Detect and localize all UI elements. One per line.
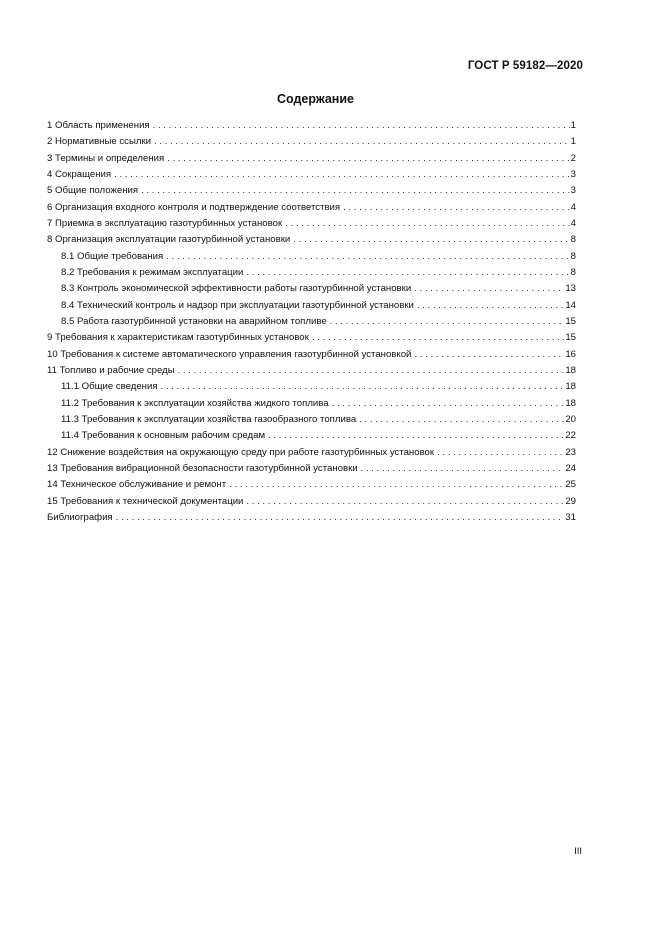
toc-entry-page: 8 [570,250,576,262]
toc-leader-dots [153,118,570,134]
toc-entry-page: 22 [565,430,576,442]
toc-entry-label: 3 Термины и определения [47,152,165,164]
toc-entry-label: 8.2 Требования к режимам эксплуатации [61,266,244,278]
toc-entry[interactable] [47,281,576,297]
toc-entry[interactable] [47,396,576,412]
toc-leader-dots [178,363,565,379]
toc-leader-dots [330,314,565,330]
toc-entry-label: 9 Требования к характеристикам газотурбинных установок [47,332,309,344]
toc-entry-label: 10 Требования к системе автоматического управления газотурбинной установкой [47,348,412,360]
toc-entry-page: 18 [565,381,576,393]
toc-entry[interactable] [47,134,576,150]
toc-leader-dots [312,330,565,346]
toc-leader-dots [293,232,569,248]
toc-leader-dots [167,151,569,167]
toc-entry-label: 8.5 Работа газотурбинной установки на аварийном топливе [61,315,327,327]
toc-entry[interactable] [47,412,576,428]
toc-leader-dots [361,461,565,477]
contents-title: Содержание [276,92,354,106]
toc-entry-page: 18 [565,364,576,376]
toc-entry-label: 13 Требования вибрационной безопасности газотурбинной установки [47,462,358,474]
toc-entry-label: 11 Топливо и рабочие среды [47,364,175,376]
toc-entry-page: 20 [565,413,576,425]
toc-leader-dots [414,347,564,363]
toc-entry-page: 13 [565,283,576,295]
toc-entry[interactable] [47,314,576,330]
toc-leader-dots [417,298,564,314]
toc-entry[interactable] [47,477,576,493]
toc-entry[interactable] [47,363,576,379]
toc-entry[interactable] [47,216,576,232]
toc-entry-label: 8.4 Технический контроль и надзор при эксплуатации газотурбинной установки [61,299,414,311]
toc-entry-page: 4 [570,217,576,229]
toc-entry-label: 11.3 Требования к эксплуатации хозяйства газообразного топлива [61,413,357,425]
toc-leader-dots [161,379,565,395]
toc-leader-dots [116,510,565,526]
toc-entry-label: 11.4 Требования к основным рабочим средам [61,430,266,442]
toc-entry-page: 31 [565,511,576,523]
toc-leader-dots [154,134,570,150]
toc-entry[interactable] [47,265,576,281]
toc-entry-label: 4 Сокращения [47,168,112,180]
toc-entry-label: 7 Приемка в эксплуатацию газотурбинных установок [47,217,283,229]
toc-entry[interactable] [47,200,576,216]
toc-entry-label: 8 Организация эксплуатации газотурбинной установки [47,234,291,246]
toc-entry-label: 15 Требования к технической документации [47,495,244,507]
toc-leader-dots [246,265,569,281]
toc-leader-dots [285,216,569,232]
toc-entry-label: 8.3 Контроль экономической эффективности работы газотурбинной установки [61,283,412,295]
toc-entry[interactable] [47,461,576,477]
toc-entry[interactable] [47,494,576,510]
toc-entry-page: 1 [570,136,576,148]
toc-leader-dots [166,249,569,265]
toc-entry-page: 14 [565,299,576,311]
toc-entry-page: 1 [570,120,576,131]
toc-entry-label: 6 Организация входного контроля и подтверждение соответствия [47,201,341,213]
toc-entry-page: 25 [565,479,576,491]
toc-entry-page: 18 [565,397,576,409]
toc-entry[interactable] [47,249,576,265]
toc-entry[interactable] [47,379,576,395]
document-code: ГОСТ Р 59182—2020 [467,60,583,72]
toc-entry[interactable] [47,428,576,444]
toc-entry-page: 2 [570,152,576,164]
toc-entry[interactable] [47,183,576,199]
toc-entry-page: 8 [570,234,576,246]
toc-leader-dots [437,445,564,461]
toc-entry[interactable] [47,510,576,526]
toc-entry-label: 5 Общие положения [47,185,139,197]
toc-entry-page: 15 [565,315,576,327]
toc-entry-page: 8 [570,266,576,278]
toc-entry[interactable] [47,347,576,363]
toc-entry-page: 4 [570,201,576,213]
toc-entry[interactable] [47,330,576,346]
toc-entry-label: 8.1 Общие требования [61,250,164,262]
toc-entry-label: 14 Техническое обслуживание и ремонт [47,479,227,491]
toc-entry-page: 15 [565,332,576,344]
toc-entry-page: 16 [565,348,576,360]
toc-entry-page: 3 [570,168,576,180]
toc-leader-dots [332,396,565,412]
toc-leader-dots [141,183,570,199]
toc-entry[interactable] [47,232,576,248]
toc-entry-label: 2 Нормативные ссылки [47,136,152,148]
page-number: III [574,846,582,857]
toc-entry-label: 11.1 Общие сведения [61,381,158,393]
toc-entry[interactable] [47,151,576,167]
toc-entry-label: 1 Область применения [47,120,150,131]
toc-leader-dots [246,494,564,510]
toc-leader-dots [229,477,564,493]
toc-leader-dots [268,428,564,444]
toc-leader-dots [414,281,564,297]
toc-entry-page: 3 [570,185,576,197]
toc-entry[interactable] [47,298,576,314]
toc-entry-label: Библиография [47,511,113,523]
toc-entry-label: 11.2 Требования к эксплуатации хозяйства жидкого топлива [61,397,329,409]
toc-leader-dots [359,412,564,428]
toc-leader-dots [114,167,570,183]
toc-entry-label: 12 Снижение воздействия на окружающую среду при работе газотурбинных установок [47,446,435,458]
toc-entry-page: 29 [565,495,576,507]
table-of-contents [47,118,576,526]
toc-entry[interactable] [47,118,576,134]
toc-entry[interactable] [47,445,576,461]
toc-entry[interactable] [47,167,576,183]
toc-leader-dots [343,200,570,216]
toc-entry-page: 23 [565,446,576,458]
toc-entry-page: 24 [565,462,576,474]
